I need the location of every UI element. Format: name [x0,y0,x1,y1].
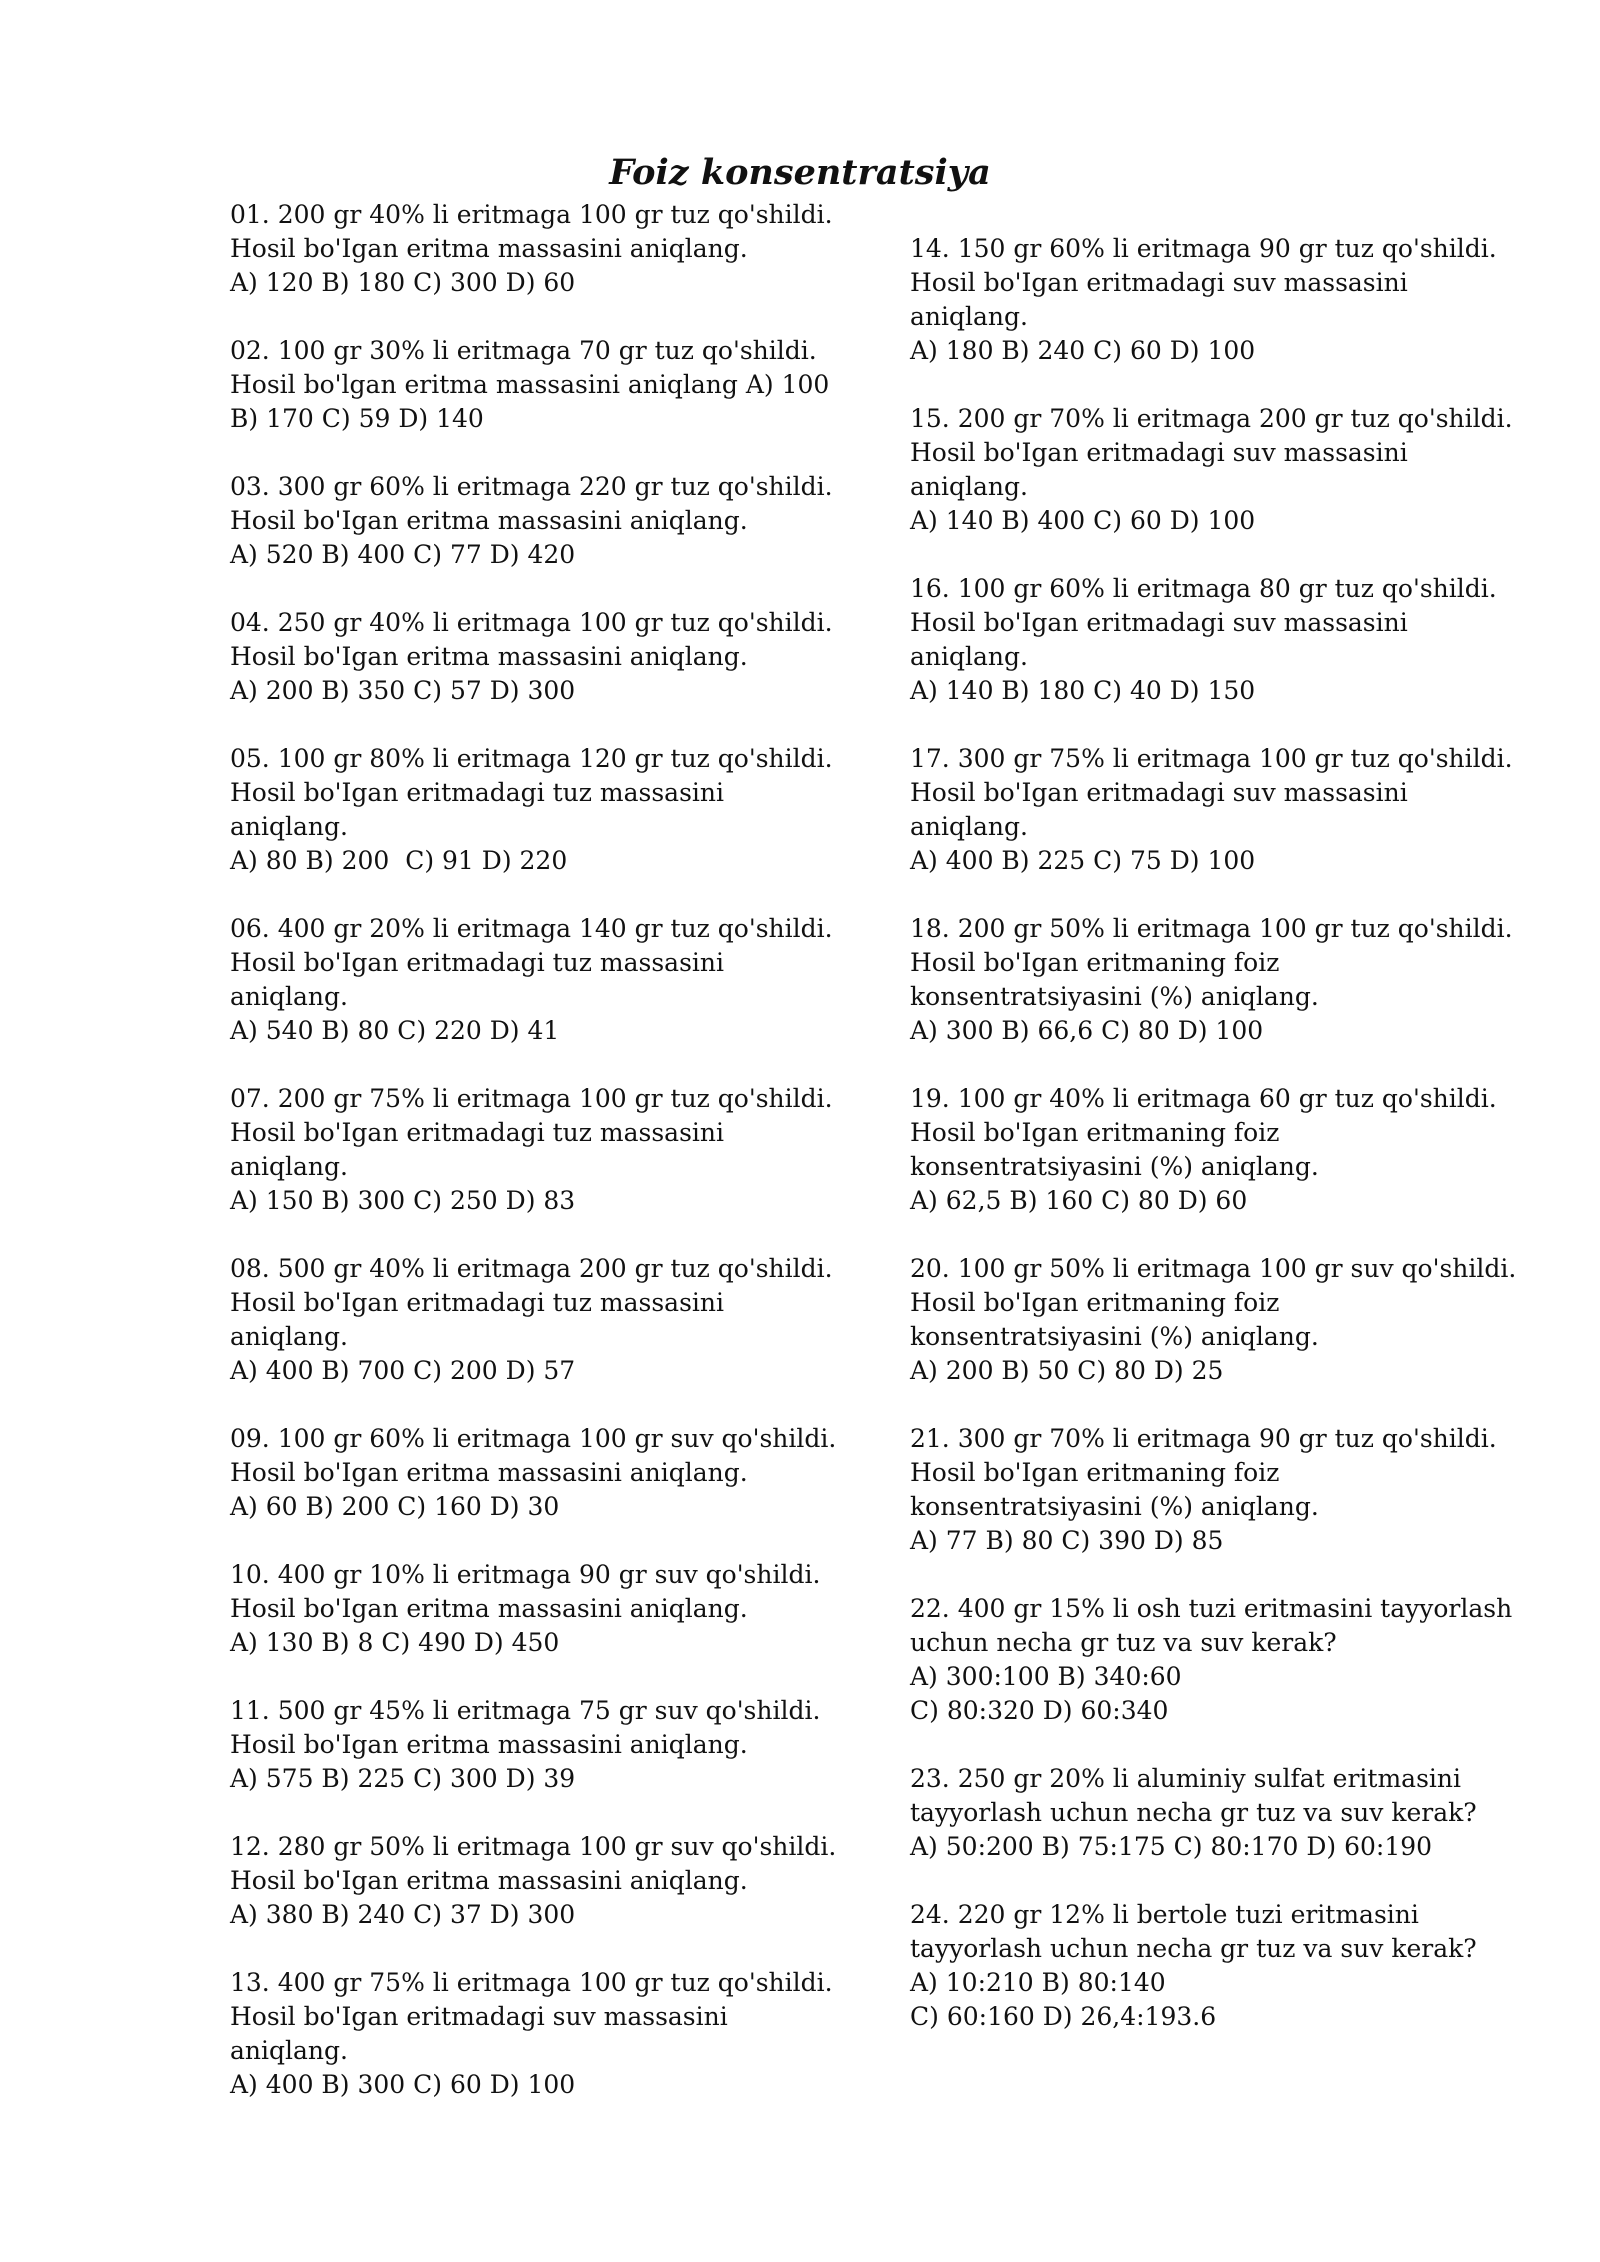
question-03 [230,470,833,572]
question-01 [230,198,833,300]
answer-options: A) 62,5 B) 160 C) 80 D) 60 [910,1186,1248,1215]
question-line: Hosil bo'Igan eritmadagi suv massasini [910,268,1408,297]
question-line: 21. 300 gr 70% li eritmaga 90 gr tuz qo'shildi. [910,1424,1497,1453]
answer-options: A) 380 B) 240 C) 37 D) 300 [230,1900,576,1929]
question-line: aniqlang. [910,812,1028,841]
question-18 [910,912,1513,1048]
question-line: 13. 400 gr 75% li eritmaga 100 gr tuz qo'shildi. [230,1968,833,1997]
question-09 [230,1422,837,1524]
answer-options: A) 400 B) 300 C) 60 D) 100 [230,2070,576,2099]
question-line: Hosil bo'Igan eritmaning foiz [910,1458,1280,1487]
answer-options: A) 120 B) 180 C) 300 D) 60 [230,268,576,297]
question-line: 17. 300 gr 75% li eritmaga 100 gr tuz qo'shildi. [910,744,1513,773]
answer-options: A) 200 B) 350 C) 57 D) 300 [230,676,576,705]
answer-options: A) 80 B) 200 C) 91 D) 220 [230,846,568,875]
question-line: aniqlang. [230,982,348,1011]
question-line: 03. 300 gr 60% li eritmaga 220 gr tuz qo'shildi. [230,472,833,501]
question-line: Hosil bo'Igan eritmadagi suv massasini [910,778,1408,807]
answer-options: A) 77 B) 80 C) 390 D) 85 [910,1526,1224,1555]
question-line: 23. 250 gr 20% li aluminiy sulfat eritmasini [910,1764,1461,1793]
answer-options: A) 140 B) 400 C) 60 D) 100 [910,506,1256,535]
question-line: 07. 200 gr 75% li eritmaga 100 gr tuz qo'shildi. [230,1084,833,1113]
question-line: 10. 400 gr 10% li eritmaga 90 gr suv qo'shildi. [230,1560,821,1589]
question-line: 20. 100 gr 50% li eritmaga 100 gr suv qo'shildi. [910,1254,1517,1283]
question-line: aniqlang. [910,642,1028,671]
question-line: uchun necha gr tuz va suv kerak? [910,1628,1337,1657]
question-line: Hosil bo'Igan eritma massasini aniqlang. [230,1730,748,1759]
question-line: tayyorlash uchun necha gr tuz va suv kerak? [910,1798,1477,1827]
question-line: konsentratsiyasini (%) aniqlang. [910,1492,1319,1521]
question-line: 08. 500 gr 40% li eritmaga 200 gr tuz qo'shildi. [230,1254,833,1283]
question-13 [230,1966,833,2102]
answer-options: C) 80:320 D) 60:340 [910,1696,1169,1725]
answer-options: A) 130 B) 8 C) 490 D) 450 [230,1628,560,1657]
answer-options: B) 170 C) 59 D) 140 [230,404,484,433]
question-line: Hosil bo'Igan eritma massasini aniqlang. [230,1866,748,1895]
question-line: tayyorlash uchun necha gr tuz va suv kerak? [910,1934,1477,1963]
question-line: Hosil bo'Igan eritmadagi suv massasini [910,608,1408,637]
question-line: Hosil bo'Igan eritmadagi suv massasini [230,2002,728,2031]
question-line: 15. 200 gr 70% li eritmaga 200 gr tuz qo'shildi. [910,404,1513,433]
question-line: Hosil bo'Igan eritma massasini aniqlang. [230,234,748,263]
question-line: 24. 220 gr 12% li bertole tuzi eritmasini [910,1900,1419,1929]
question-06 [230,912,833,1048]
question-12 [230,1830,837,1932]
answer-options: A) 140 B) 180 C) 40 D) 150 [910,676,1256,705]
question-line: 06. 400 gr 20% li eritmaga 140 gr tuz qo'shildi. [230,914,833,943]
question-line: Hosil bo'Igan eritmadagi tuz massasini [230,778,724,807]
answer-options: A) 200 B) 50 C) 80 D) 25 [910,1356,1224,1385]
question-line: aniqlang. [230,812,348,841]
answer-options: A) 400 B) 225 C) 75 D) 100 [910,846,1256,875]
question-line: 02. 100 gr 30% li eritmaga 70 gr tuz qo'shildi. [230,336,817,365]
answer-options: A) 575 B) 225 C) 300 D) 39 [230,1764,576,1793]
question-line: 09. 100 gr 60% li eritmaga 100 gr suv qo'shildi. [230,1424,837,1453]
question-line: Hosil bo'Igan eritmaning foiz [910,1118,1280,1147]
answer-options: A) 300:100 B) 340:60 [910,1662,1182,1691]
answer-options: A) 150 B) 300 C) 250 D) 83 [230,1186,576,1215]
question-line: 14. 150 gr 60% li eritmaga 90 gr tuz qo'shildi. [910,234,1497,263]
question-line: 05. 100 gr 80% li eritmaga 120 gr tuz qo'shildi. [230,744,833,773]
question-line: 12. 280 gr 50% li eritmaga 100 gr suv qo'shildi. [230,1832,837,1861]
question-line: aniqlang. [910,472,1028,501]
question-line: 11. 500 gr 45% li eritmaga 75 gr suv qo'shildi. [230,1696,821,1725]
question-line: konsentratsiyasini (%) aniqlang. [910,982,1319,1011]
question-line: 01. 200 gr 40% li eritmaga 100 gr tuz qo'shildi. [230,200,833,229]
question-line: Hosil bo'Igan eritma massasini aniqlang. [230,1458,748,1487]
question-05 [230,742,833,878]
question-line: aniqlang. [230,1152,348,1181]
question-16 [910,572,1510,708]
question-line: Hosil bo'lgan eritma massasini aniqlang A) 100 [230,370,830,399]
page-title: Foiz konsentratsiya [609,152,991,193]
question-line: Hosil bo'Igan eritmadagi tuz massasini [230,1288,724,1317]
question-line: aniqlang. [910,302,1028,331]
question-24 [910,1898,1510,2034]
question-17 [910,742,1513,878]
question-20 [910,1252,1517,1388]
question-line: Hosil bo'Igan eritmaning foiz [910,1288,1280,1317]
answer-options: A) 540 B) 80 C) 220 D) 41 [230,1016,560,1045]
question-22 [910,1592,1513,1728]
right-column [910,232,1517,2068]
question-19 [910,1082,1510,1218]
question-line: 19. 100 gr 40% li eritmaga 60 gr tuz qo'shildi. [910,1084,1497,1113]
question-line: 04. 250 gr 40% li eritmaga 100 gr tuz qo'shildi. [230,608,833,637]
question-line: 18. 200 gr 50% li eritmaga 100 gr tuz qo'shildi. [910,914,1513,943]
answer-options: A) 520 B) 400 C) 77 D) 420 [230,540,576,569]
question-07 [230,1082,833,1218]
answer-options: A) 10:210 B) 80:140 [910,1968,1166,1997]
question-line: Hosil bo'Igan eritma massasini aniqlang. [230,642,748,671]
question-10 [230,1558,830,1660]
question-line: aniqlang. [230,2036,348,2065]
question-line: konsentratsiyasini (%) aniqlang. [910,1322,1319,1351]
question-line: Hosil bo'Igan eritmadagi tuz massasini [230,1118,724,1147]
answer-options: A) 50:200 B) 75:175 C) 80:170 D) 60:190 [910,1832,1433,1861]
question-04 [230,606,833,708]
answer-options: A) 60 B) 200 C) 160 D) 30 [230,1492,560,1521]
question-08 [230,1252,833,1388]
question-line: 16. 100 gr 60% li eritmaga 80 gr tuz qo'shildi. [910,574,1497,603]
question-23 [910,1762,1510,1864]
question-11 [230,1694,830,1796]
question-line: aniqlang. [230,1322,348,1351]
answer-options: C) 60:160 D) 26,4:193.6 [910,2002,1217,2031]
question-line: Hosil bo'Igan eritmadagi suv massasini [910,438,1408,467]
answer-options: A) 300 B) 66,6 C) 80 D) 100 [910,1016,1264,1045]
left-column [230,198,837,2136]
question-02 [230,334,830,436]
question-14 [910,232,1510,368]
question-21 [910,1422,1510,1558]
answer-options: A) 180 B) 240 C) 60 D) 100 [910,336,1256,365]
question-line: 22. 400 gr 15% li osh tuzi eritmasini tayyorlash [910,1594,1513,1623]
question-line: Hosil bo'Igan eritmadagi tuz massasini [230,948,724,977]
question-line: konsentratsiyasini (%) aniqlang. [910,1152,1319,1181]
question-15 [910,402,1513,538]
question-line: Hosil bo'Igan eritmaning foiz [910,948,1280,977]
question-line: Hosil bo'Igan eritma massasini aniqlang. [230,1594,748,1623]
question-line: Hosil bo'Igan eritma massasini aniqlang. [230,506,748,535]
answer-options: A) 400 B) 700 C) 200 D) 57 [230,1356,576,1385]
